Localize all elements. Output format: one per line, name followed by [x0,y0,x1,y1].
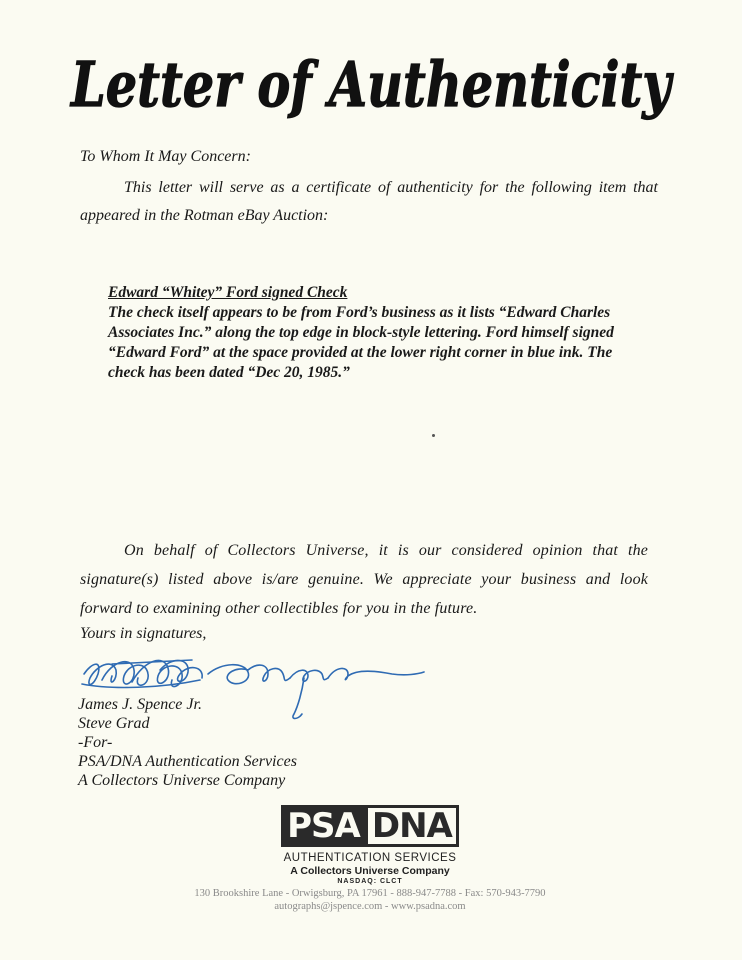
authentication-services: AUTHENTICATION SERVICES [283,852,457,864]
signer-name-1: James J. Spence Jr. [78,696,202,713]
closing-line: Yours in signatures, [80,625,207,642]
greeting: To Whom It May Concern: [80,148,251,165]
paper-speck [432,434,435,437]
title-text: Letter of Authenticity [69,48,675,121]
title-script [60,40,682,130]
item-description: The check itself appears to be from Ford’s business as it lists “Edward Charles Associates Inc.” along the top edge in block-style lettering. Ford himself signed “Edward Ford” at the space provided at the lower right corner in blue ink. The check has been dated “Dec 20, 1985.” [108,304,614,381]
signer-org: PSA/DNA Authentication Services [78,753,297,770]
signer-name-2: Steve Grad [78,715,150,732]
logo-dna: DNA [366,805,459,847]
letter-title [60,40,682,130]
address-line: 130 Brookshire Lane - Orwigsburg, PA 17961 - 888-947-7788 - Fax: 570-943-7790 [194,888,546,899]
logo-psa: PSA [281,805,366,847]
nasdaq-ticker: NASDAQ: CLCT [337,878,403,885]
contact-line: autographs@jspence.com - www.psadna.com [274,901,466,912]
item-block [108,283,648,383]
psa-dna-logo [281,805,459,847]
item-title: Edward “Whitey” Ford signed Check [108,284,348,301]
signer-for: -For- [78,734,113,751]
signer-company: A Collectors Universe Company [78,772,286,789]
opinion-paragraph: On behalf of Collectors Universe, it is our considered opinion that the signature(s) listed above is/are genuine. We appreciate your business and look forward to examining other collectibles for you in the future. [80,542,648,617]
signers-block [78,695,297,790]
psa-dna-footer [160,805,580,913]
company-line: A Collectors Universe Company [290,865,450,877]
intro-paragraph: This letter will serve as a certificate of authenticity for the following item that appeared in the Rotman eBay Auction: [80,179,658,224]
